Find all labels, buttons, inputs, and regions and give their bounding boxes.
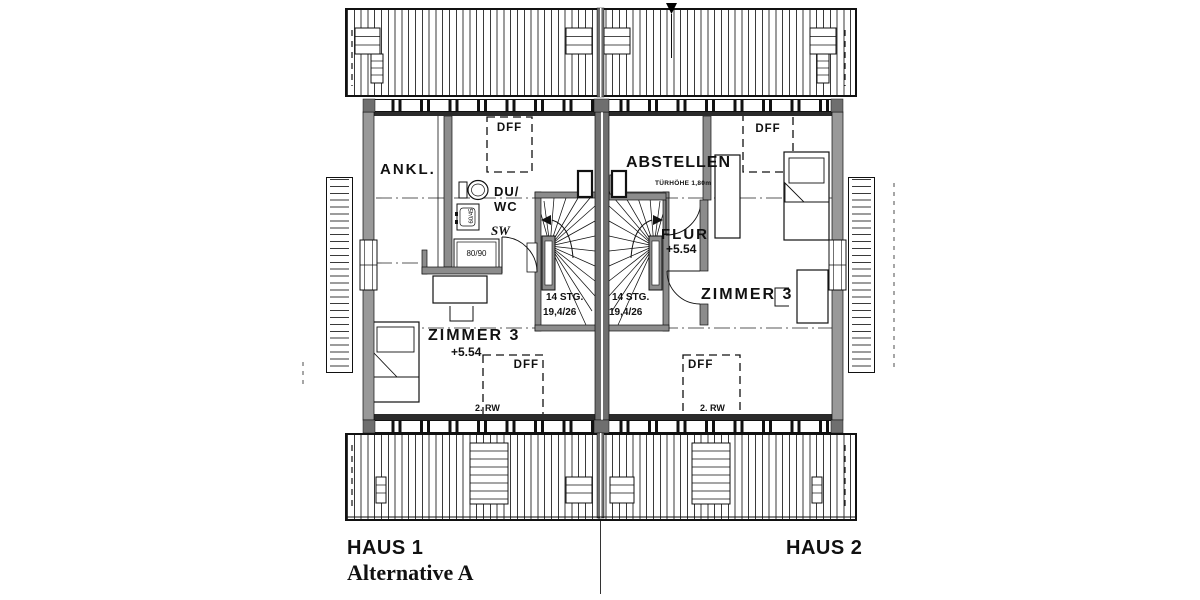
stairs-label-haus1-line1: 14 STG.: [546, 292, 584, 303]
room-label-flur: FLUR: [661, 226, 709, 243]
shower-size-label: 80/90: [466, 249, 487, 258]
stairs-label-haus2-line2: 19,4/26: [609, 307, 643, 318]
title-haus1: HAUS 1: [347, 537, 424, 559]
sink-size-label: 60/45: [469, 208, 475, 224]
sink: [455, 204, 479, 230]
bed-haus2: [784, 152, 829, 240]
window-right: [829, 240, 846, 290]
escape-route-label-haus2: 2. RW: [700, 403, 725, 413]
level-label-haus1: +5.54: [451, 345, 482, 359]
ridge-arrow-icon: [666, 3, 677, 58]
dff-label-haus1-bottom: DFF: [513, 359, 539, 371]
room-label-du: DU/: [494, 184, 520, 199]
desk-haus1: [433, 276, 487, 321]
door-height-label: TÜRHÖHE 1,80m: [655, 180, 712, 187]
dff-label-haus2-top: DFF: [755, 123, 781, 135]
title-haus2: HAUS 2: [786, 537, 863, 559]
window-left: [360, 240, 377, 290]
room-label-ankl: ANKL.: [380, 161, 436, 178]
escape-route-label-haus1: 2. RW: [475, 403, 500, 413]
bed-haus1: [372, 322, 419, 402]
title-alternative: Alternative A: [347, 560, 474, 585]
dff-label-haus1-top: DFF: [496, 122, 523, 134]
label-sw: SW: [491, 223, 510, 238]
room-label-zimmer3-haus2: ZIMMER 3: [701, 286, 794, 303]
dff-label-haus2-bottom: DFF: [688, 359, 714, 371]
stairs-label-haus1-line2: 19,4/26: [543, 307, 577, 318]
level-label-haus2: +5.54: [666, 242, 697, 256]
stairs-label-haus2-line1: 14 STG.: [612, 292, 650, 303]
room-label-abstellen: ABSTELLEN: [626, 154, 731, 171]
room-label-wc: WC: [494, 199, 518, 214]
room-label-zimmer3-haus1: ZIMMER 3: [428, 327, 521, 344]
outer-walls: [363, 99, 843, 433]
roof-windows-top: [355, 28, 836, 83]
toilet: [459, 181, 488, 200]
